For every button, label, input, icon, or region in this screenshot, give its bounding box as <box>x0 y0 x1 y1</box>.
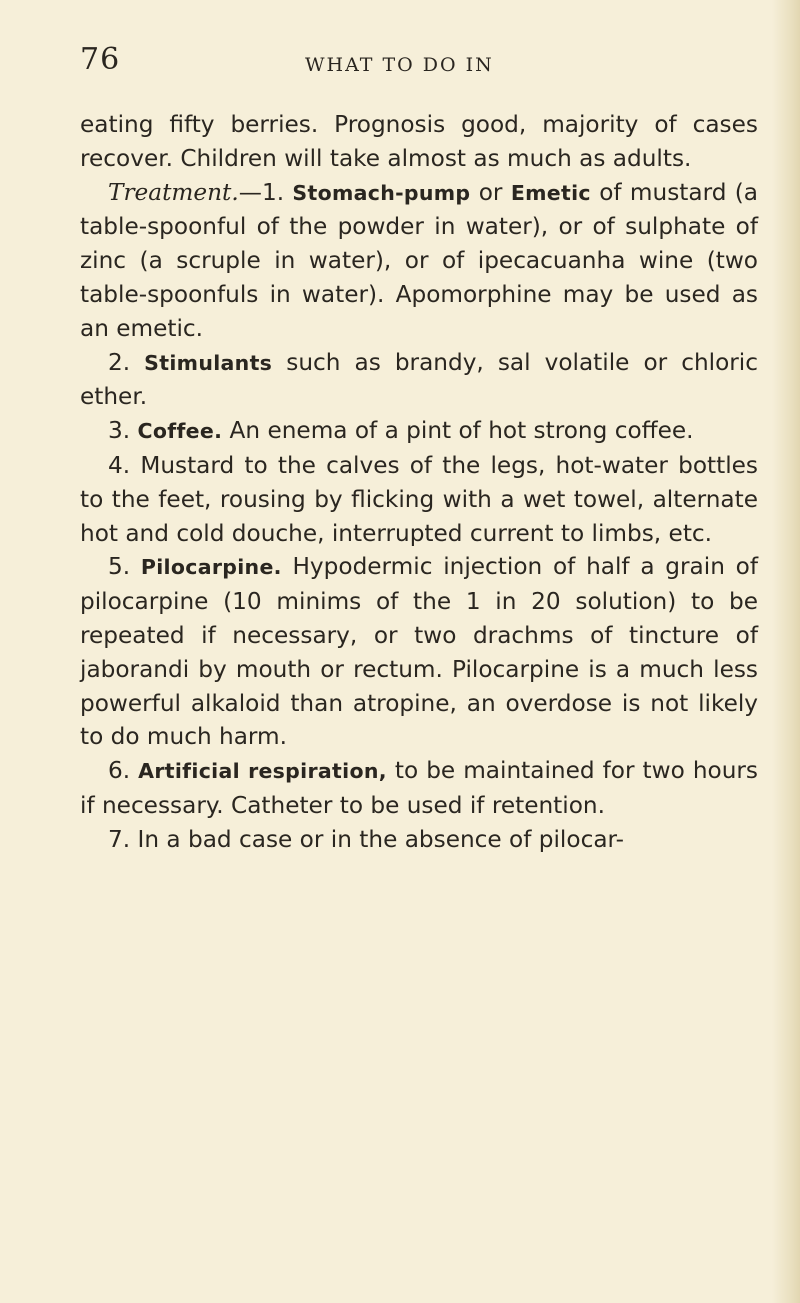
item-number: 5. <box>108 553 131 581</box>
item-number: 3. <box>108 417 131 445</box>
item-number: 6. <box>108 757 131 785</box>
paragraph-7-text: In a bad case or in the absence of pilocar- <box>137 825 624 853</box>
page-edge-shadow <box>772 0 800 1303</box>
heading-artificial-respiration: Artificial respiration, <box>138 759 387 784</box>
paragraph-5-text: Hypodermic injection of half a grain of pilocarpine (10 minims of the 1 in 20 solution) to be repeated if necessary, or two drachms of tincture of jaborandi by mouth or rectum. Pilocarpine is a much less powerful alkaloid than atropine, an overdose is not likely to do much harm. <box>80 553 759 751</box>
page-number: 76 <box>80 42 121 77</box>
paragraph-1-text: of mustard (a table-spoonful of the powder in water), or of sulphate of zinc (a scruple in water), or of ipecacuanha wine (two table-spoonfuls in water). Apomorphine may be used as an emetic. <box>80 178 759 342</box>
paragraph-0-text: eating fifty berries. Prognosis good, majority of cases recover. Children will take almost as much as adults. <box>80 111 758 172</box>
item-number: 4. <box>108 451 131 479</box>
paragraph-2-text: such as brandy, sal volatile or chloric ether. <box>80 348 758 411</box>
paragraph-2 <box>80 346 758 415</box>
paragraph-1-connector: or <box>478 178 503 206</box>
paragraph-6 <box>80 754 758 823</box>
heading-pilocarpine: Pilocarpine. <box>140 555 282 580</box>
running-head: WHAT TO DO IN <box>305 54 494 76</box>
body-text <box>80 108 758 857</box>
heading-coffee: Coffee. <box>137 419 223 444</box>
paragraph-5 <box>80 550 758 754</box>
paragraph-3 <box>80 414 758 449</box>
heading-emetic: Emetic <box>510 180 591 205</box>
heading-stomach-pump: Stomach-pump <box>292 180 471 205</box>
heading-stimulants: Stimulants <box>144 350 273 375</box>
paragraph-4 <box>80 449 758 550</box>
paragraph-6-text: to be maintained for two hours if necessary. Catheter to be used if retention. <box>80 757 759 819</box>
item-number: —1. <box>238 178 285 206</box>
item-number: 7. <box>108 825 131 853</box>
treatment-label: Treatment. <box>108 178 239 206</box>
paragraph-4-text: Mustard to the calves of the legs, hot-water bottles to the feet, rousing by flicking with a wet towel, alternate hot and cold douche, interrupted current to limbs, etc. <box>80 451 758 547</box>
page-header <box>80 38 760 88</box>
paragraph-7 <box>80 823 758 857</box>
paragraph-0 <box>80 108 758 176</box>
paragraph-1 <box>80 176 758 346</box>
paragraph-3-text: An enema of a pint of hot strong coffee. <box>229 417 694 445</box>
item-number: 2. <box>108 348 131 376</box>
